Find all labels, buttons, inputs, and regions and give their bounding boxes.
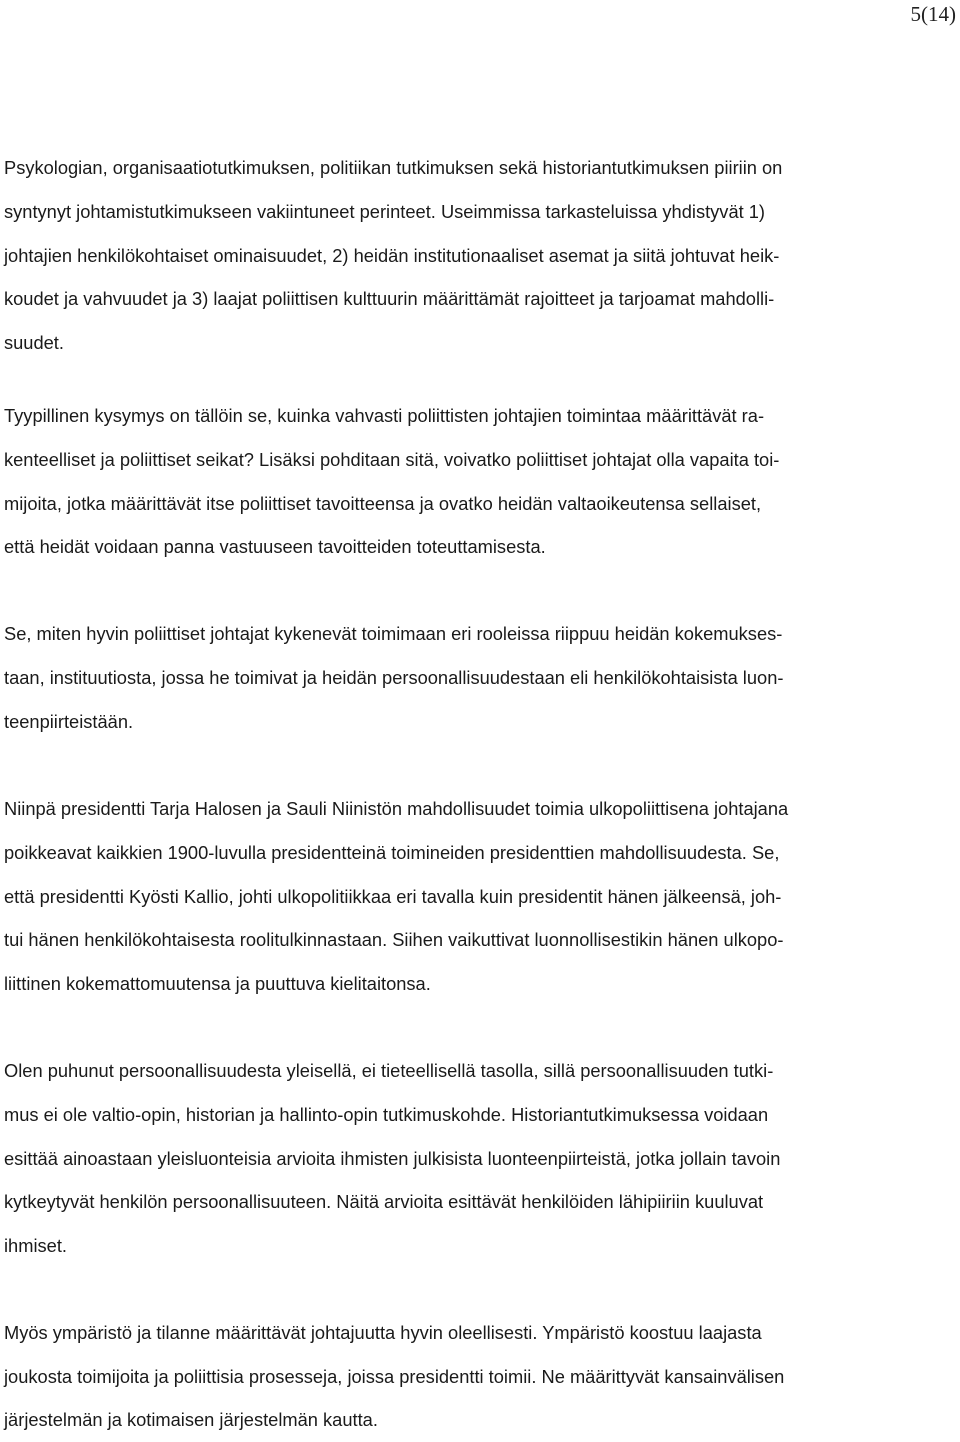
- text-line: teenpiirteistään.: [4, 710, 134, 732]
- text-line: Tyypillinen kysymys on tällöin se, kuinka vahvasti poliittisten johtajien toimintaa määrittävät ra-: [4, 405, 765, 426]
- text-line: ihmiset.: [4, 1235, 67, 1257]
- text-line: syntynyt johtamistutkimukseen vakiintuneet perinteet. Useimmissa tarkasteluissa yhdistyvät 1): [4, 200, 766, 222]
- text-line: esittää ainoastaan yleisluonteisia arvioita ihmisten julkisista luonteenpiirteistä, jotka jollain tavoin: [4, 1147, 781, 1169]
- text-line: Olen puhunut persoonallisuudesta yleisellä, ei tieteellisellä tasolla, sillä persoonallisuuden tutki-: [4, 1060, 774, 1081]
- text-line: koudet ja vahvuudet ja 3) laajat poliittisen kulttuurin määrittämät rajoitteet ja tarjoamat mahdolli-: [4, 288, 775, 310]
- text-line: kytkeytyvät henkilön persoonallisuuteen. Näitä arvioita esittävät henkilöiden lähipiiriin kuuluvat: [4, 1191, 764, 1213]
- text-line: liittinen kokemattomuutensa ja puuttuva kielitaitonsa.: [4, 973, 431, 995]
- text-line: joukosta toimijoita ja poliittisia prosesseja, joissa presidentti toimii. Ne määrittyvät kansainvälisen: [4, 1365, 785, 1387]
- paragraph-typical-question: [4, 394, 956, 569]
- text-line: Myös ympäristö ja tilanne määrittävät johtajuutta hyvin oleellisesti. Ympäristö koostuu laajasta: [4, 1322, 762, 1343]
- text-line: suudet.: [4, 332, 64, 354]
- text-line: poikkeavat kaikkien 1900-luvulla presidentteinä toimineiden presidenttien mahdollisuudesta. Se,: [4, 841, 780, 863]
- paragraph-roles-and-personality: [4, 612, 956, 743]
- text-line: tui hänen henkilökohtaisesta roolitulkinnastaan. Siihen vaikuttivat luonnollisestikin hänen ulkopo-: [4, 929, 784, 951]
- text-line: taan, instituutiosta, jossa he toimivat ja heidän persoonallisuudestaan eli henkilökohtaisista luon-: [4, 666, 784, 688]
- text-line: että presidentti Kyösti Kallio, johti ulkopolitiikkaa eri tavalla kuin presidentit hänen jälkeensä, joh-: [4, 885, 782, 907]
- paragraph-environment-and-situation: [4, 1311, 956, 1442]
- text-line: Psykologian, organisaatiotutkimuksen, politiikan tutkimuksen sekä historiantutkimuksen piiriin on: [4, 157, 783, 178]
- paragraph-personality-discussion: [4, 1049, 956, 1268]
- text-line: Se, miten hyvin poliittiset johtajat kykenevät toimimaan eri rooleissa riippuu heidän kokemukses-: [4, 623, 783, 644]
- page-number: 5(14): [910, 2, 956, 26]
- text-line: mus ei ole valtio-opin, historian ja hallinto-opin tutkimuskohde. Historiantutkimuksessa voidaan: [4, 1103, 769, 1125]
- text-line: Niinpä presidentti Tarja Halosen ja Sauli Niinistön mahdollisuudet toimia ulkopoliittisena johtajana: [4, 798, 789, 819]
- text-line: johtajien henkilökohtaiset ominaisuudet, 2) heidän institutionaaliset asemat ja siitä johtuvat heik-: [4, 244, 780, 266]
- text-line: kenteelliset ja poliittiset seikat? Lisäksi pohditaan sitä, voivatko poliittiset johtajat olla vapaita toi-: [4, 448, 780, 470]
- paragraph-leadership-research-traditions: [4, 146, 956, 365]
- paragraph-presidents-foreign-policy: [4, 787, 956, 1006]
- text-line: järjestelmän ja kotimaisen järjestelmän kautta.: [4, 1409, 378, 1430]
- text-line: että heidät voidaan panna vastuuseen tavoitteiden toteuttamisesta.: [4, 536, 546, 558]
- text-line: mijoita, jotka määrittävät itse poliittiset tavoitteensa ja ovatko heidän valtaoikeutensa sellaiset,: [4, 492, 762, 514]
